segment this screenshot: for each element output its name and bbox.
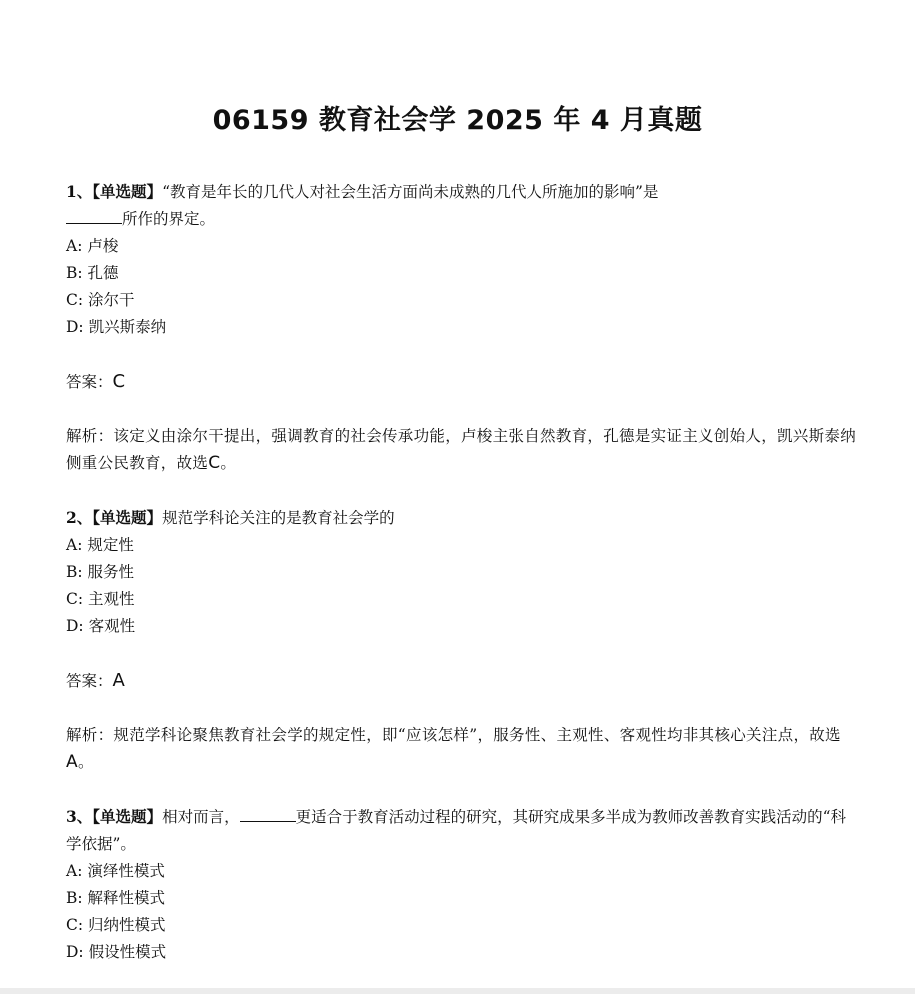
analysis-text bbox=[66, 722, 856, 776]
option-a: A: 演绎性模式 bbox=[66, 862, 165, 880]
option-a: A: 规定性 bbox=[66, 536, 134, 554]
question-type: 【单选题】 bbox=[92, 807, 163, 826]
stem-text-end: 更适合于教育活动过程的研究，其研究成果多半成为教师改善教育实践活动的“科学依据”。 bbox=[66, 808, 847, 853]
question-list bbox=[66, 178, 856, 966]
option-d: D: 客观性 bbox=[66, 617, 136, 635]
answer-label: 答案： bbox=[66, 373, 113, 391]
page-title: 06159 教育社会学 2025 年 4 月真题 bbox=[212, 105, 703, 136]
fill-blank bbox=[66, 209, 122, 224]
question-number: 2、 bbox=[66, 508, 93, 527]
option-b: B: 解释性模式 bbox=[66, 889, 166, 907]
options-list bbox=[66, 858, 856, 966]
answer-label: 答案： bbox=[66, 672, 113, 690]
question-type: 【单选题】 bbox=[92, 182, 163, 201]
analysis-choice: C bbox=[208, 453, 221, 473]
option-c: C: 主观性 bbox=[66, 590, 135, 608]
analysis-choice: A bbox=[66, 752, 78, 772]
analysis-end: 。 bbox=[77, 753, 94, 771]
question-3 bbox=[66, 803, 856, 966]
option-d: D: 假设性模式 bbox=[66, 943, 167, 961]
question-stem bbox=[66, 803, 856, 858]
options-list bbox=[66, 233, 856, 341]
option-c: C: 归纳性模式 bbox=[66, 916, 166, 934]
answer-line bbox=[66, 368, 856, 396]
question-number: 1、 bbox=[66, 182, 93, 201]
analysis-body: 解析：规范学科论聚焦教育社会学的规定性，即“应该怎样”，服务性、主观性、客观性均非其核心关注点，故选 bbox=[66, 726, 841, 744]
question-1 bbox=[66, 178, 856, 477]
question-stem bbox=[66, 504, 856, 532]
stem-text: “教育是年长的几代人对社会生活方面尚未成熟的几代人所施加的影响”是 bbox=[162, 183, 659, 201]
answer-line bbox=[66, 667, 856, 695]
page-bottom-edge bbox=[0, 988, 915, 994]
stem-text: 相对而言， bbox=[162, 808, 240, 826]
stem-text-end: 所作的界定。 bbox=[122, 210, 216, 228]
fill-blank bbox=[240, 807, 296, 822]
analysis-end: 。 bbox=[220, 454, 237, 472]
question-2 bbox=[66, 504, 856, 776]
option-a: A: 卢梭 bbox=[66, 237, 119, 255]
option-d: D: 凯兴斯泰纳 bbox=[66, 318, 167, 336]
analysis-text bbox=[66, 423, 856, 477]
option-b: B: 孔德 bbox=[66, 264, 119, 282]
analysis-body: 解析：该定义由涂尔干提出，强调教育的社会传承功能，卢梭主张自然教育，孔德是实证主义创始人，凯兴斯泰纳侧重公民教育，故选 bbox=[66, 427, 857, 472]
answer-value: A bbox=[112, 670, 125, 691]
answer-value: C bbox=[112, 371, 126, 392]
question-type: 【单选题】 bbox=[92, 508, 163, 527]
option-c: C: 涂尔干 bbox=[66, 291, 135, 309]
stem-text: 规范学科论关注的是教育社会学的 bbox=[162, 509, 395, 527]
question-number: 3、 bbox=[66, 807, 93, 826]
question-stem bbox=[66, 178, 856, 233]
options-list bbox=[66, 532, 856, 640]
option-b: B: 服务性 bbox=[66, 563, 135, 581]
